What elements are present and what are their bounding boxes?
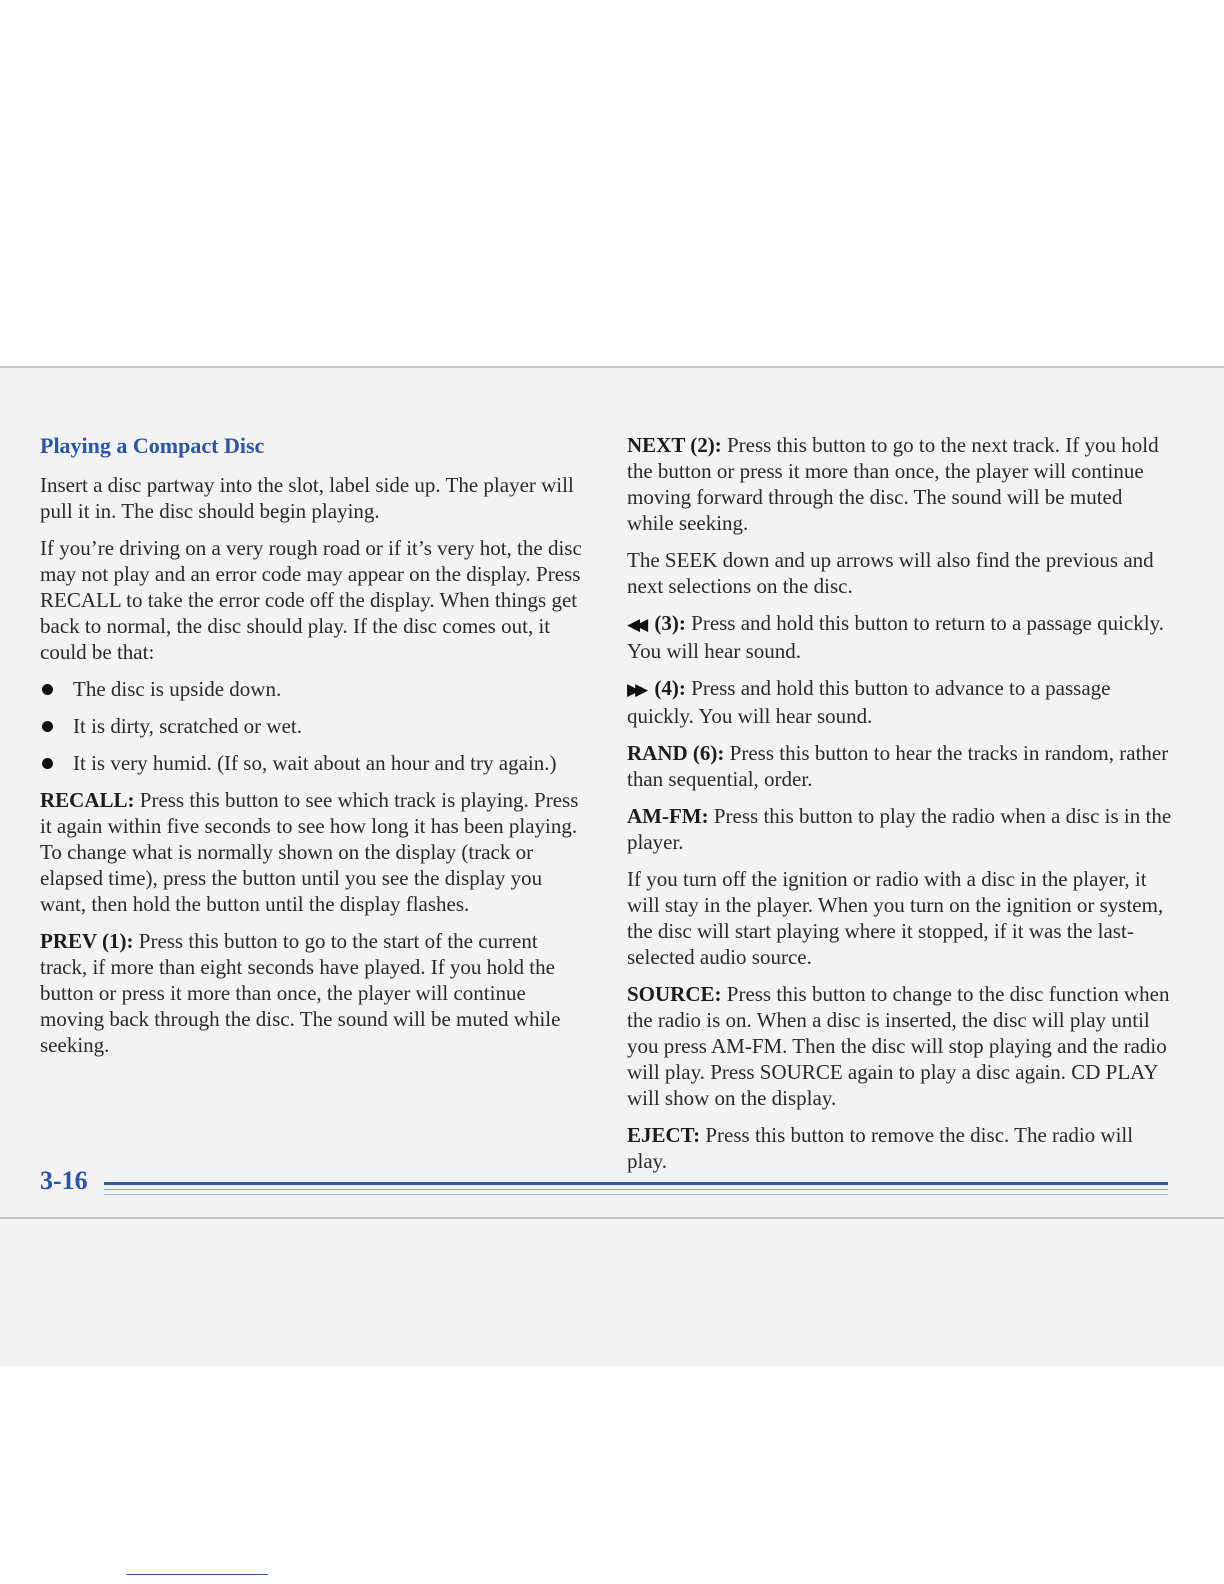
- rewind-term: (3):: [654, 611, 686, 635]
- fast-forward-term: (4):: [654, 676, 686, 700]
- top-divider: [0, 366, 1224, 368]
- source-paragraph: [627, 981, 1172, 1111]
- amfm-paragraph: [627, 803, 1172, 855]
- fast-forward-paragraph: [627, 675, 1172, 729]
- list-item-text: The disc is upside down.: [73, 677, 282, 701]
- seek-paragraph: The SEEK down and up arrows will also find the previous and next selections on the disc.: [627, 548, 1154, 598]
- recall-paragraph: [40, 787, 585, 917]
- fast-forward-text: Press and hold this button to advance to a passage quickly. You will hear sound.: [627, 676, 1111, 728]
- decorative-line: [126, 1574, 268, 1575]
- footer-rule-thin: [104, 1194, 1168, 1195]
- intro-paragraph: Insert a disc partway into the slot, label side up. The player will pull it in. The disc should begin playing.: [40, 473, 574, 523]
- amfm-text: Press this button to play the radio when a disc is in the player.: [627, 804, 1172, 854]
- prev-text: Press this button to go to the start of the current track, if more than eight seconds have played. If you hold the button or press it more than once, the player will continue moving back through the disc. The sound will be muted while seeking.: [40, 929, 561, 1057]
- source-text: Press this button to change to the disc function when the radio is on. When a disc is inserted, the disc will play until you press AM-FM. Then the disc will stop playing and the radio will play. Press SOURCE again to play a disc again. CD PLAY will show on the display.: [627, 982, 1170, 1110]
- amfm-term: AM-FM:: [627, 804, 709, 828]
- bullet-icon: [42, 684, 53, 695]
- ignition-paragraph: If you turn off the ignition or radio with a disc in the player, it will stay in the player. When you turn on the ignition or system, the disc will start playing where it stopped, if it was the last-selected audio source.: [627, 867, 1164, 969]
- list-item-text: It is dirty, scratched or wet.: [73, 714, 302, 738]
- next-paragraph: [627, 432, 1172, 536]
- rewind-paragraph: [627, 610, 1172, 664]
- footer-rule: [104, 1182, 1168, 1185]
- footer-rule-thin: [104, 1189, 1168, 1190]
- fast-forward-icon: ▶▶: [627, 680, 644, 699]
- rewind-icon: ◀◀: [627, 615, 644, 634]
- error-paragraph: If you’re driving on a very rough road or if it’s very hot, the disc may not play and an error code may appear on the display. Press RECALL to take the error code off the display. When things get back to normal, the disc should play. If the disc comes out, it could be that:: [40, 536, 582, 664]
- prev-paragraph: [40, 928, 585, 1058]
- eject-term: EJECT:: [627, 1123, 701, 1147]
- left-column: [40, 432, 585, 1069]
- bullet-icon: [42, 721, 53, 732]
- list-item: [40, 676, 585, 702]
- list-item: [40, 713, 585, 739]
- next-term: NEXT (2):: [627, 433, 722, 457]
- page-number: 3-16: [40, 1166, 88, 1195]
- recall-text: Press this button to see which track is playing. Press it again within five seconds to see how long it has been playing. To change what is normally shown on the display (track or elapsed time), press the button until you see the display you want, then hold the button until the display flashes.: [40, 788, 579, 916]
- list-item: [40, 750, 585, 776]
- bottom-divider: [0, 1217, 1224, 1219]
- causes-list: [40, 676, 585, 776]
- rand-text: Press this button to hear the tracks in random, rather than sequential, order.: [627, 741, 1169, 791]
- source-term: SOURCE:: [627, 982, 722, 1006]
- recall-term: RECALL:: [40, 788, 135, 812]
- bullet-icon: [42, 758, 53, 769]
- prev-term: PREV (1):: [40, 929, 134, 953]
- rand-paragraph: [627, 740, 1172, 792]
- rand-term: RAND (6):: [627, 741, 725, 765]
- section-title: Playing a Compact Disc: [40, 433, 265, 458]
- rewind-text: Press and hold this button to return to a passage quickly. You will hear sound.: [627, 611, 1164, 663]
- list-item-text: It is very humid. (If so, wait about an hour and try again.): [73, 751, 557, 775]
- next-text: Press this button to go to the next track. If you hold the button or press it more than once, the player will continue moving forward through the disc. The sound will be muted while seeking.: [627, 433, 1159, 535]
- eject-paragraph: [627, 1122, 1172, 1174]
- right-column: [627, 432, 1172, 1185]
- eject-text: Press this button to remove the disc. The radio will play.: [627, 1123, 1134, 1173]
